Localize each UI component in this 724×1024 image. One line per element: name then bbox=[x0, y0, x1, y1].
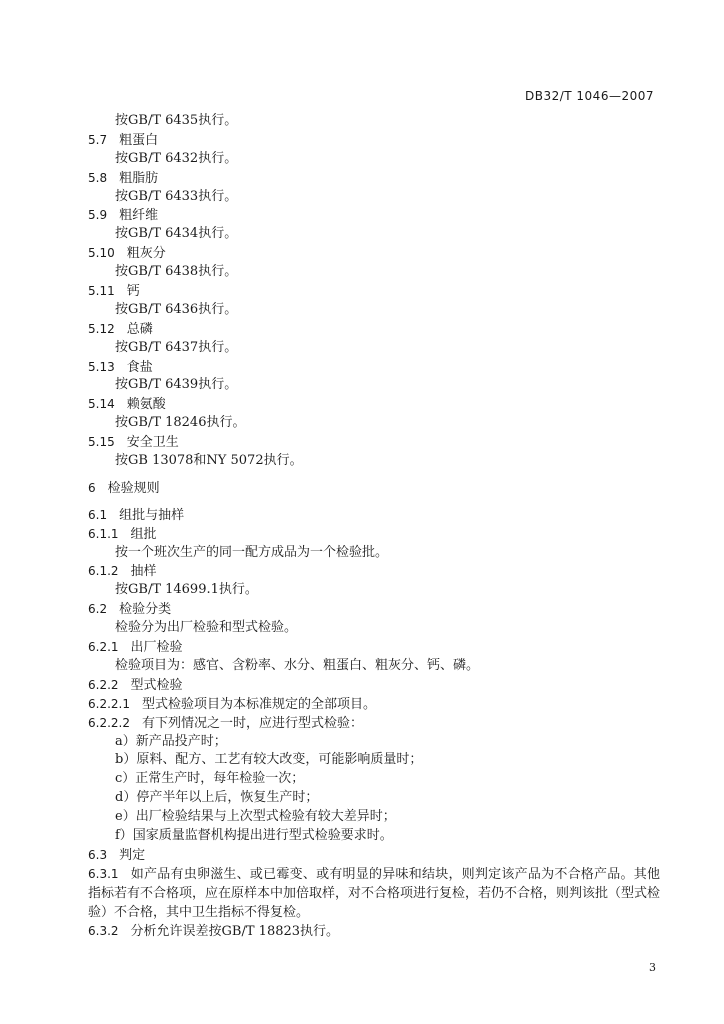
section-5-15-body: 按GB 13078和NY 5072执行。 bbox=[115, 453, 303, 469]
section-number: 6.1.2 bbox=[88, 564, 119, 579]
section-text: 分析允许误差按GB/T 18823执行。 bbox=[130, 923, 340, 939]
section-title: 型式检验 bbox=[130, 677, 183, 693]
section-number: 6.1.1 bbox=[88, 526, 119, 541]
section-5-10-heading bbox=[88, 244, 660, 263]
section-5-11-body: 按GB/T 6436执行。 bbox=[115, 301, 238, 317]
list-item-d: d）停产半年以上后，恢复生产时； bbox=[115, 790, 319, 806]
section-6-2-2-1 bbox=[88, 695, 660, 714]
list-item-f: f）国家质量监督机构提出进行型式检验要求时。 bbox=[115, 827, 393, 843]
section-number: 5.15 bbox=[88, 435, 115, 450]
section-5-13-heading bbox=[88, 358, 660, 377]
section-number: 5.12 bbox=[88, 321, 115, 336]
section-number: 6.3.1 bbox=[88, 866, 119, 881]
section-title: 总磷 bbox=[126, 321, 153, 337]
section-number: 5.11 bbox=[88, 284, 115, 299]
section-5-8-body: 按GB/T 6433执行。 bbox=[115, 188, 238, 204]
section-5-7-body: 按GB/T 6432执行。 bbox=[115, 150, 238, 166]
section-number: 5.10 bbox=[88, 246, 115, 261]
section-6-1-heading bbox=[88, 506, 660, 525]
section-5-13-body: 按GB/T 6439执行。 bbox=[115, 377, 238, 393]
section-number: 5.14 bbox=[88, 397, 115, 412]
section-6-3-heading bbox=[88, 846, 660, 865]
section-number: 6 bbox=[88, 480, 96, 495]
section-5-15-heading bbox=[88, 433, 660, 452]
section-title: 食盐 bbox=[126, 359, 153, 375]
section-title: 安全卫生 bbox=[126, 435, 179, 451]
section-number: 5.9 bbox=[88, 208, 108, 223]
section-text: 有下列情况之一时，应进行型式检验： bbox=[141, 715, 363, 731]
section-6-3-1 bbox=[88, 865, 660, 922]
section-title: 赖氨酸 bbox=[126, 397, 166, 413]
section-title: 判定 bbox=[119, 847, 146, 863]
section-5-12-body: 按GB/T 6437执行。 bbox=[115, 339, 238, 355]
section-title: 粗蛋白 bbox=[119, 132, 159, 148]
section-number: 6.2 bbox=[88, 602, 108, 617]
section-number: 6.2.2 bbox=[88, 677, 119, 692]
section-title: 组批 bbox=[130, 526, 157, 542]
section-5-10-body: 按GB/T 6438执行。 bbox=[115, 264, 238, 280]
section-6-1-1-heading bbox=[88, 525, 660, 544]
section-5-9-heading bbox=[88, 206, 660, 225]
section-number: 5.8 bbox=[88, 170, 108, 185]
section-number: 5.7 bbox=[88, 132, 108, 147]
section-5-12-heading bbox=[88, 320, 660, 339]
section-5-7-heading bbox=[88, 131, 660, 150]
section-text: 型式检验项目为本标准规定的全部项目。 bbox=[141, 696, 376, 712]
section-title: 粗灰分 bbox=[126, 246, 166, 262]
section-5-9-body: 按GB/T 6434执行。 bbox=[115, 226, 238, 242]
section-5-14-heading bbox=[88, 395, 660, 414]
section-number: 5.13 bbox=[88, 359, 115, 374]
section-6-2-2-heading bbox=[88, 676, 660, 695]
section-6-2-2-2 bbox=[88, 714, 660, 733]
section-number: 6.2.1 bbox=[88, 640, 119, 655]
section-title: 检验分类 bbox=[119, 602, 172, 618]
section-6-3-2 bbox=[88, 922, 660, 941]
document-body bbox=[88, 112, 660, 941]
section-number: 6.2.2.1 bbox=[88, 696, 130, 711]
section-6-2-1-heading bbox=[88, 638, 660, 657]
section-title: 抽样 bbox=[130, 564, 157, 580]
section-6-1-1-body: 按一个班次生产的同一配方成品为一个检验批。 bbox=[115, 544, 389, 560]
section-6-heading bbox=[88, 479, 660, 498]
document-code-header: DB32/T 1046—2007 bbox=[524, 89, 654, 103]
list-item-e: e）出厂检验结果与上次型式检验有较大差异时； bbox=[115, 809, 396, 825]
section-5-14-body: 按GB/T 18246执行。 bbox=[115, 415, 246, 431]
section-6-1-2-heading bbox=[88, 562, 660, 581]
section-5-11-heading bbox=[88, 282, 660, 301]
page-number: 3 bbox=[649, 961, 656, 974]
section-number: 6.3.2 bbox=[88, 923, 119, 938]
section-title: 粗纤维 bbox=[119, 208, 159, 224]
section-6-1-2-body: 按GB/T 14699.1执行。 bbox=[115, 582, 258, 598]
section-title: 粗脂肪 bbox=[119, 170, 159, 186]
section-title: 检验规则 bbox=[107, 480, 160, 496]
section-title: 出厂检验 bbox=[130, 640, 183, 656]
section-number: 6.2.2.2 bbox=[88, 715, 130, 730]
section-5-8-heading bbox=[88, 169, 660, 188]
section-number: 6.1 bbox=[88, 507, 108, 522]
section-6-2-1-body: 检验项目为：感官、含粉率、水分、粗蛋白、粗灰分、钙、磷。 bbox=[115, 657, 480, 673]
section-title: 钙 bbox=[126, 284, 140, 300]
list-item-c: c）正常生产时，每年检验一次； bbox=[115, 771, 305, 787]
section-6-2-body: 检验分为出厂检验和型式检验。 bbox=[115, 620, 298, 636]
section-number: 6.3 bbox=[88, 847, 108, 862]
section-6-2-heading bbox=[88, 600, 660, 619]
section-title: 组批与抽样 bbox=[119, 507, 185, 523]
section-5-6-body: 按GB/T 6435执行。 bbox=[115, 113, 238, 128]
list-item-b: b）原料、配方、工艺有较大改变，可能影响质量时； bbox=[115, 752, 423, 768]
section-text: 如产品有虫卵滋生、或已霉变、或有明显的异味和结块，则判定该产品为不合格产品。其他指标若有不合格项，应在原样本中加倍取样，对不合格项进行复检，若仍不合格，则判该批（型式检验）不合格，其中卫生指标不得复检。 bbox=[88, 866, 661, 920]
list-item-a: a）新产品投产时； bbox=[115, 733, 227, 749]
